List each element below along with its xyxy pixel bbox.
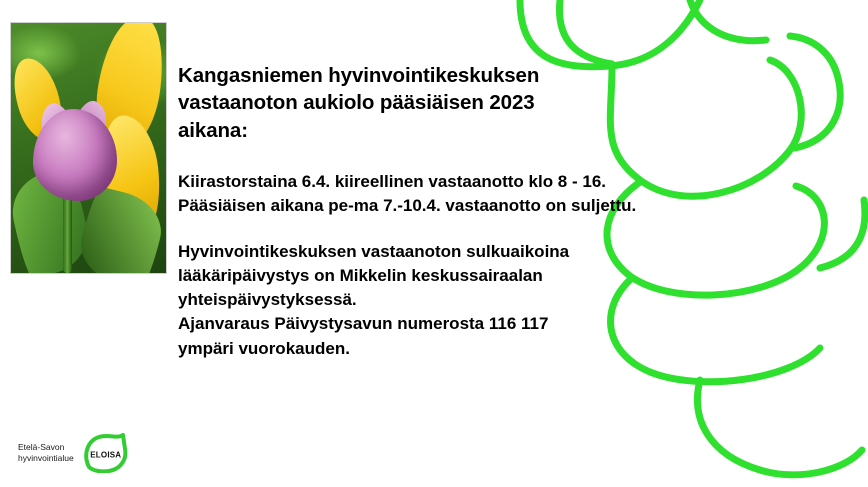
paragraph-line: Ajanvaraus Päivystysavun numerosta 116 117	[178, 314, 549, 334]
logo-wordmark	[18, 442, 74, 463]
paragraph-line: Pääsiäisen aikana pe-ma 7.-10.4. vastaanotto on suljettu.	[178, 195, 637, 215]
page-title	[178, 62, 738, 144]
paragraph-line: ympäri vuorokauden.	[178, 338, 350, 358]
logo-wordmark-line: hyvinvointialue	[18, 453, 74, 463]
organization-logo	[18, 433, 129, 473]
slide-text	[178, 62, 738, 361]
title-line: Kangasniemen hyvinvointikeskuksen	[178, 64, 540, 87]
title-line: vastaanoton aukiolo pääsiäisen 2023	[178, 91, 535, 115]
eloisa-label: ELOISA	[90, 450, 122, 460]
flower-stem	[63, 195, 72, 273]
paragraph-line: lääkäripäivystys on Mikkelin keskussairaalan	[178, 266, 543, 286]
paragraph-emergency-info	[178, 240, 738, 361]
title-line: aikana:	[178, 118, 248, 142]
tulip-photo	[10, 22, 167, 274]
paragraph-line: yhteispäivystyksessä.	[178, 290, 357, 310]
logo-wordmark-line: Etelä-Savon	[18, 442, 65, 453]
eloisa-mark	[83, 433, 129, 473]
paragraph-line: Hyvinvointikeskuksen vastaanoton sulkuaikoina	[178, 242, 570, 261]
paragraph-opening-hours	[178, 170, 738, 218]
paragraph-line: Kiirastorstaina 6.4. kiireellinen vastaanotto klo 8 - 16.	[178, 171, 606, 191]
